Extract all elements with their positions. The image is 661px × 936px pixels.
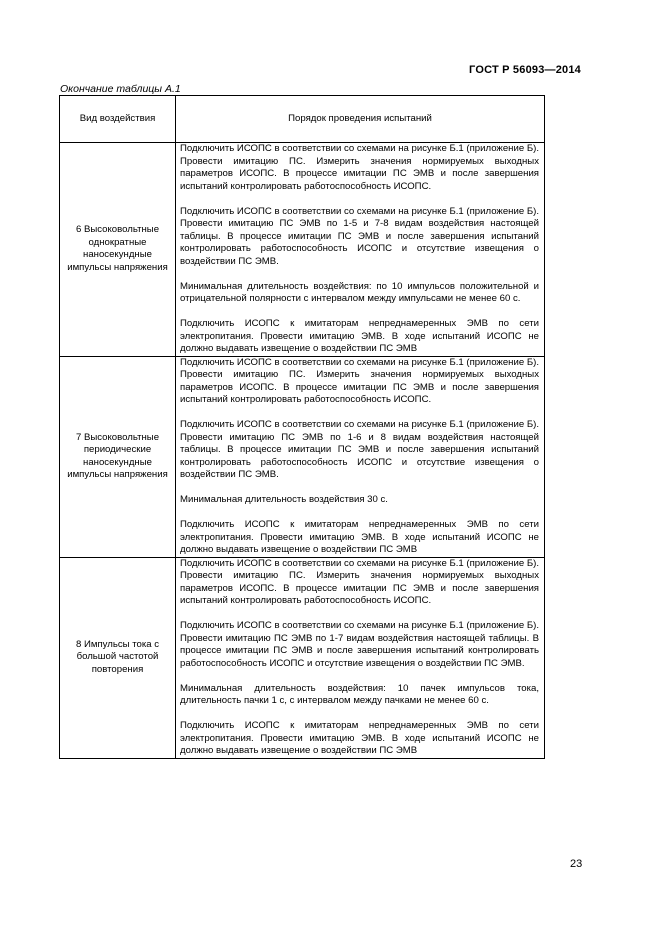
procedure-paragraph: Минимальная длительность воздействия: 10 пачек импульсов тока, длительность пачки 1 с, с интервалом между пачками не менее 60 с. [180, 682, 539, 706]
procedure-cell [176, 143, 545, 357]
table-caption: Окончание таблицы А.1 [60, 83, 181, 95]
procedure-paragraph: Подключить ИСОПС в соответствии со схемами на рисунке Б.1 (приложение Б). Провести имитацию ПС ЭМВ по 1-5 и 7-8 видам воздействия настоящей таблицы. В процессе имитации ПС ЭМВ и после завершения испытаний контролировать работоспособность ИСОПС и отсутствие извещения о воздействии ПС ЭМВ. [180, 205, 539, 267]
impact-kind-cell: 8 Импульсы тока с большой частотой повторения [60, 557, 176, 758]
table-header-row [60, 96, 545, 143]
impact-kind-cell: 7 Высоковольтные периодические наносекундные импульсы напряжения [60, 356, 176, 557]
procedure-cell [176, 356, 545, 557]
table-row [60, 356, 545, 557]
column-header-kind: Вид воздействия [60, 96, 176, 143]
procedure-paragraph: Подключить ИСОПС к имитаторам непреднамеренных ЭМВ по сети электропитания. Провести имитацию ЭМВ. В ходе испытаний ИСОПС не должно выдавать извещение о воздействии ПС ЭМВ [180, 318, 539, 354]
page-number: 23 [570, 858, 583, 870]
procedure-paragraph: Минимальная длительность воздействия 30 с. [180, 494, 388, 505]
standard-designation: ГОСТ Р 56093—2014 [469, 64, 581, 76]
procedure-paragraph: Подключить ИСОПС к имитаторам непреднамеренных ЭМВ по сети электропитания. Провести имитацию ЭМВ. В ходе испытаний ИСОПС не должно выдавать извещение о воздействии ПС ЭМВ [180, 720, 539, 756]
table-row [60, 557, 545, 758]
column-header-procedure: Порядок проведения испытаний [176, 96, 545, 143]
test-procedure-table [59, 95, 545, 759]
procedure-paragraph: Подключить ИСОПС в соответствии со схемами на рисунке Б.1 (приложение Б). Провести имитацию ПС. Измерить значения нормируемых выходных параметров ИСОПС. В процессе имитации ПС ЭМВ и после завершения испытаний контролировать работоспособность ИСОПС. [180, 557, 539, 606]
procedure-paragraph: Подключить ИСОПС в соответствии со схемами на рисунке Б.1 (приложение Б). Провести имитацию ПС ЭМВ по 1-7 видам воздействия настоящей таблицы. В процессе имитации ПС ЭМВ и после завершения испытаний контролировать работоспособность ИСОПС и отсутствие извещения о воздействии ПС ЭМВ. [180, 620, 539, 669]
procedure-paragraph: Подключить ИСОПС в соответствии со схемами на рисунке Б.1 (приложение Б). Провести имитацию ПС. Измерить значения нормируемых выходных параметров ИСОПС. В процессе имитации ПС ЭМВ и после завершения испытаний контролировать работоспособность ИСОПС. [180, 356, 539, 405]
table-row [60, 143, 545, 357]
procedure-cell [176, 557, 545, 758]
procedure-paragraph: Минимальная длительность воздействия: по 10 импульсов положительной и отрицательной полярности с интервалом между импульсами не менее 60 с. [180, 280, 539, 304]
procedure-paragraph: Подключить ИСОПС в соответствии со схемами на рисунке Б.1 (приложение Б). Провести имитацию ПС. Измерить значения нормируемых выходных параметров ИСОПС. В процессе имитации ПС ЭМВ и после завершения испытаний контролировать работоспособность ИСОПС. [180, 143, 539, 192]
procedure-paragraph: Подключить ИСОПС к имитаторам непреднамеренных ЭМВ по сети электропитания. Провести имитацию ЭМВ. В ходе испытаний ИСОПС не должно выдавать извещение о воздействии ПС ЭМВ [180, 519, 539, 555]
impact-kind-cell: 6 Высоковольтные однократные наносекундные импульсы напряжения [60, 143, 176, 357]
procedure-paragraph: Подключить ИСОПС в соответствии со схемами на рисунке Б.1 (приложение Б). Провести имитацию ПС ЭМВ по 1-6 и 8 видам воздействия настоящей таблицы. В процессе имитации ПС ЭМВ и после завершения испытаний контролировать работоспособность ИСОПС и отсутствие извещения о воздействии ПС ЭМВ. [180, 419, 539, 480]
